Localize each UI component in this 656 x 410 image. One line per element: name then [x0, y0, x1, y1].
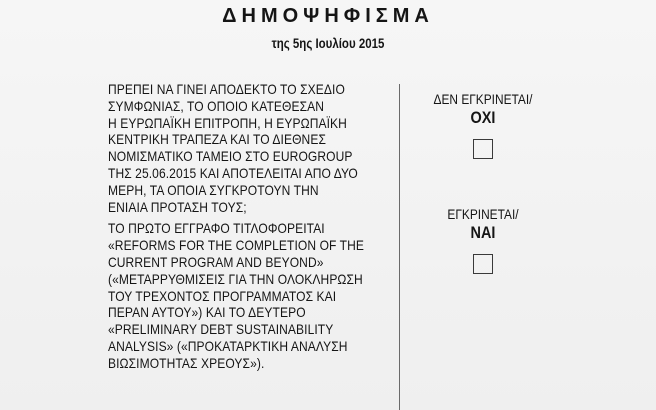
question-line: ΕΝΙΑΙΑ ΠΡΟΤΑΣΗ ΤΟΥΣ; [108, 198, 247, 215]
question-line: «REFORMS FOR THE COMPLETION OF THE [108, 237, 365, 254]
option-yes-label: ΕΓΚΡΙΝΕΤΑΙ/ [447, 206, 519, 222]
question-line: ΠΡΕΠΕΙ ΝΑ ΓΙΝΕΙ ΑΠΟΔΕΚΤΟ ΤΟ ΣΧΕΔΙΟ [108, 81, 345, 97]
question-line: ΣΥΜΦΩΝΙΑΣ, ΤΟ ΟΠΟΙΟ ΚΑΤΕΘΕΣΑΝ [108, 97, 325, 114]
question-line: ΤΗΣ 25.06.2015 ΚΑΙ ΑΠΟΤΕΛΕΙΤΑΙ ΑΠΟ ΔΥΟ [108, 164, 358, 181]
question-line: ΤΟΥ ΤΡΕΧΟΝΤΟΣ ΠΡΟΓΡΑΜΜΑΤΟΣ ΚΑΙ [108, 287, 337, 304]
option-yes [398, 206, 568, 274]
question-line: ΜΕΡΗ, ΤΑ ΟΠΟΙΑ ΣΥΓΚΡΟΤΟΥΝ ΤΗΝ [108, 181, 319, 198]
question-line: («ΜΕΤΑΡΡΥΘΜΙΣΕΙΣ ΓΙΑ ΤΗΝ ΟΛΟΚΛΗΡΩΣΗ [108, 270, 363, 287]
option-no-label: ΔΕΝ ΕΓΚΡΙΝΕΤΑΙ/ [433, 91, 533, 107]
question-line: ΠΕΡΑΝ ΑΥΤΟΥ») ΚΑΙ ΤΟ ΔΕΥΤΕΡΟ [108, 304, 306, 321]
question-line: ΝΟΜΙΣΜΑΤΙΚΟ ΤΑΜΕΙΟ ΣΤΟ EUROGROUP [108, 148, 353, 165]
referendum-question [108, 81, 366, 372]
option-yes-answer: ΝΑΙ [470, 223, 496, 242]
question-line: CURRENT PROGRAM AND BEYOND» [108, 253, 324, 270]
option-no-checkbox[interactable] [473, 139, 493, 159]
option-no [398, 91, 568, 159]
question-line: Η ΕΥΡΩΠΑΪΚΗ ΕΠΙΤΡΟΠΗ, Η ΕΥΡΩΠΑΪΚΗ [108, 114, 347, 131]
option-yes-checkbox[interactable] [473, 254, 493, 274]
ballot-title: ΔΗΜΟΨΗΦΙΣΜΑ [222, 5, 434, 27]
question-line: ΒΙΩΣΙΜΟΤΗΤΑΣ ΧΡΕΟΥΣ»). [108, 354, 265, 371]
option-no-answer: ΟΧΙ [470, 108, 496, 127]
question-line: «PRELIMINARY DEBT SUSTAINABILITY [108, 321, 334, 338]
ballot-date: της 5ης Ιουλίου 2015 [271, 35, 385, 51]
question-line: ΤΟ ΠΡΩΤΟ ΕΓΓΡΑΦΟ ΤΙΤΛΟΦΟΡΕΙΤΑΙ [108, 220, 325, 237]
question-line: ANALYSIS» («ΠΡΟΚΑΤΑΡΚΤΙΚΗ ΑΝΑΛΥΣΗ [108, 337, 348, 354]
question-line: ΚΕΝΤΡΙΚΗ ΤΡΑΠΕΖΑ ΚΑΙ ΤΟ ΔΙΕΘΝΕΣ [108, 131, 326, 148]
